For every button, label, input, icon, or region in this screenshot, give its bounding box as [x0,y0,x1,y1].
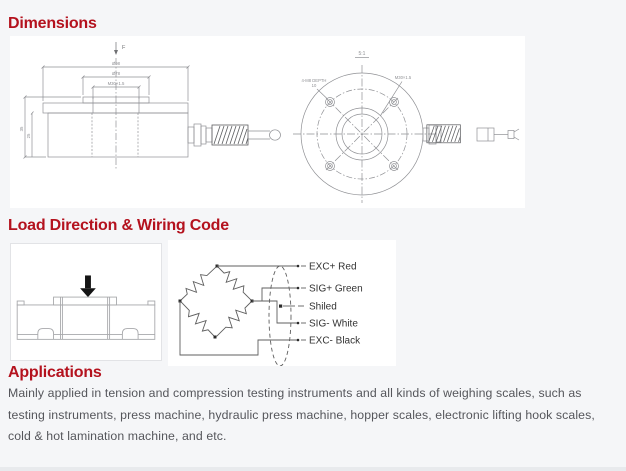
dim-height-body-label: 25 [26,133,31,139]
dimensions-drawing [10,36,525,208]
load-arrow-icon [80,275,96,297]
wire-label-sig-plus: SIG+ Green [309,283,363,295]
dimensions-drawing-panel [10,36,525,208]
dim-thread-label: M30×1.5 [107,81,125,86]
dim-height-total-label: 35 [19,126,24,132]
side-view-body [48,113,188,157]
load-direction-drawing [11,244,161,360]
front-view-drawing [293,51,519,203]
wire-label-shield: Shiled [309,301,337,313]
wire-label-sig-minus: SIG- White [309,318,358,330]
dim-diameter-boss-label: Ø78 [111,71,121,76]
force-arrow-icon [114,42,118,55]
side-view-flange [43,103,188,113]
side-view-cable [188,124,281,146]
wheatstone-bridge [177,262,306,366]
load-direction-panel [10,243,162,361]
holes-label-line1: 4-M8 DEPTH [301,78,327,83]
applications-body-text: Mainly applied in tension and compression testing instruments and all kinds of weighing scales, such as testing instruments, press machine, hydraulic press machine, hopper scales, electronic lifting hook scales, cold & hot lamination machine, and etc. [8,386,595,444]
dim-diameter-outer-label: Ø98 [111,61,121,66]
load-wiring-heading: Load Direction & Wiring Code [8,217,229,234]
holes-label-line2: 10 [311,83,317,88]
wiring-diagram [168,240,396,366]
dimensions-heading: Dimensions [8,15,97,32]
load-cell-profile [17,297,155,339]
scale-label: 5:1 [358,51,366,57]
bridge-nodes [179,265,254,339]
front-thread-label: M30×1.5 [394,75,412,80]
force-label: F [122,45,126,51]
cable-shield-ellipse [269,266,291,366]
wire-label-exc-minus: EXC- Black [309,335,361,347]
bottom-divider [0,467,626,471]
front-view-cable [423,125,519,144]
wiring-diagram-panel [168,240,396,366]
applications-heading: Applications [8,364,102,381]
wire-label-exc-plus: EXC+ Red [309,261,357,273]
